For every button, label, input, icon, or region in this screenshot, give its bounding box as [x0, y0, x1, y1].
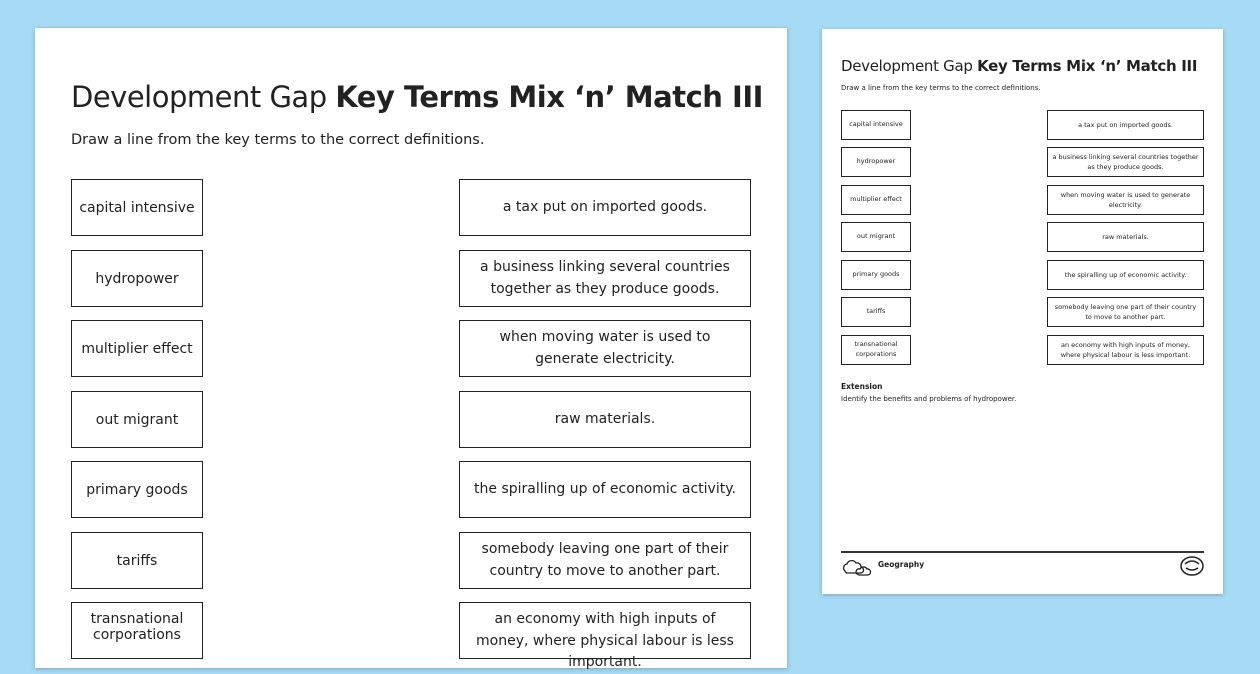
definition-box: when moving water is used to generate electricity.	[1047, 185, 1204, 215]
preview-title: Development Gap Key Terms Mix ‘n’ Match III	[841, 57, 1198, 75]
definition-box: when moving water is used to generate electricity.	[459, 320, 751, 377]
definition-box: somebody leaving one part of their country to move to another part.	[1047, 297, 1204, 327]
extension-text: Identify the benefits and problems of hydropower.	[841, 395, 1017, 403]
term-box: transnational corporations	[71, 602, 203, 659]
subject-label: Geography	[878, 560, 925, 569]
definition-box: raw materials.	[459, 391, 751, 448]
footer-divider	[841, 551, 1204, 553]
term-box: multiplier effect	[71, 320, 203, 377]
definition-box: a tax put on imported goods.	[459, 179, 751, 236]
definition-box: raw materials.	[1047, 222, 1204, 252]
geography-clouds-icon	[841, 557, 873, 577]
term-box: tariffs	[71, 532, 203, 589]
extension-title: Extension	[841, 382, 883, 391]
term-box: primary goods	[841, 260, 911, 290]
definition-box: a tax put on imported goods.	[1047, 110, 1204, 140]
definition-box: somebody leaving one part of their country to move to another part.	[459, 532, 751, 589]
definition-box: an economy with high inputs of money, where physical labour is less important.	[1047, 335, 1204, 365]
term-box: primary goods	[71, 461, 203, 518]
definition-box: an economy with high inputs of money, where physical labour is less important.	[459, 602, 751, 659]
page-title: Development Gap Key Terms Mix ‘n’ Match III	[71, 80, 763, 114]
definition-box: a business linking several countries together as they produce goods.	[1047, 147, 1204, 177]
definition-box: the spiralling up of economic activity.	[459, 461, 751, 518]
term-box: out migrant	[71, 391, 203, 448]
term-box: hydropower	[841, 147, 911, 177]
term-box: multiplier effect	[841, 185, 911, 215]
term-box: out migrant	[841, 222, 911, 252]
term-box: tariffs	[841, 297, 911, 327]
term-box: capital intensive	[841, 110, 911, 140]
worksheet-zoomed	[35, 28, 787, 671]
twinkl-logo-icon	[1180, 555, 1204, 577]
instruction: Draw a line from the key terms to the correct definitions.	[71, 132, 485, 148]
term-box: hydropower	[71, 250, 203, 307]
definition-box: the spiralling up of economic activity.	[1047, 260, 1204, 290]
definition-box: a business linking several countries together as they produce goods.	[459, 250, 751, 307]
preview-instruction: Draw a line from the key terms to the correct definitions.	[841, 84, 1041, 92]
term-box: capital intensive	[71, 179, 203, 236]
term-box: transnational corporations	[841, 335, 911, 365]
worksheet-preview	[822, 29, 1223, 594]
